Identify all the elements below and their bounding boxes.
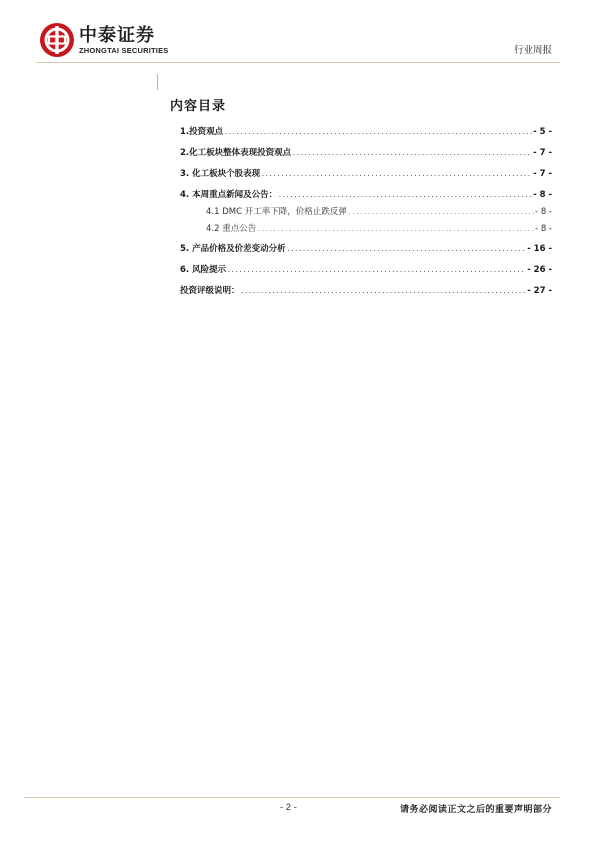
header-divider: [36, 62, 560, 63]
toc-entry-label: 2.化工板块整体表现投资观点: [180, 148, 292, 158]
toc-entry-label: 4.1 DMC 开工率下降，价格止跌反弹: [206, 207, 347, 217]
toc-entry-label: 投资评级说明：: [180, 286, 240, 296]
footer-divider: [24, 797, 560, 798]
toc-entry-label: 4.2 重点公告: [206, 224, 257, 234]
toc-leader-dots: [261, 169, 532, 180]
toc-entry-page: - 16 -: [527, 244, 552, 254]
toc-entry-label: 6. 风险提示: [180, 265, 227, 275]
toc-entry-label: 5. 产品价格及价差变动分析: [180, 244, 286, 254]
logo-chinese-name: 中泰证券: [79, 24, 155, 46]
toc-subentry[interactable]: [206, 207, 552, 218]
toc-leader-dots: [241, 286, 527, 297]
company-logo: [40, 22, 169, 58]
toc-entry-label: 4. 本周重点新闻及公告：: [180, 190, 278, 200]
toc-entry-page: - 5 -: [533, 127, 552, 137]
margin-marker: [157, 74, 158, 90]
page-number: - 2 -: [280, 802, 297, 813]
toc-entry[interactable]: [180, 169, 552, 180]
toc-leader-dots: [292, 148, 532, 159]
toc-leader-dots: [257, 224, 534, 235]
toc-entry[interactable]: [180, 286, 552, 297]
toc-leader-dots: [348, 207, 534, 218]
toc-entry[interactable]: [180, 265, 552, 276]
toc-entry-page: - 8 -: [533, 190, 552, 200]
toc-leader-dots: [278, 190, 532, 201]
toc-entry-page: - 27 -: [527, 286, 552, 296]
report-type-label: 行业周报: [513, 45, 552, 56]
footer-disclaimer: 请务必阅读正文之后的重要声明部分: [399, 805, 552, 815]
toc-entry[interactable]: [180, 244, 552, 255]
toc-entry-label: 3. 化工板块个股表现: [180, 169, 261, 179]
toc-entry-page: - 8 -: [535, 224, 552, 234]
toc-entry-page: - 7 -: [533, 169, 552, 179]
toc-entry[interactable]: [180, 190, 552, 201]
logo-english-name: ZHONGTAI SECURITIES: [79, 45, 169, 55]
toc-entry[interactable]: [180, 148, 552, 159]
toc-entry-label: 1.投资观点: [180, 127, 224, 137]
toc-leader-dots: [227, 265, 526, 276]
toc-entry-page: - 7 -: [533, 148, 552, 158]
toc-subentry[interactable]: [206, 224, 552, 235]
toc-title: 内容目录: [170, 99, 227, 114]
table-of-contents: [180, 127, 552, 297]
toc-entry-page: - 26 -: [527, 265, 552, 275]
toc-leader-dots: [224, 127, 532, 138]
toc-entry-page: - 8 -: [535, 207, 552, 217]
toc-entry[interactable]: [180, 127, 552, 138]
zhongtai-logo-icon: [40, 23, 74, 57]
toc-leader-dots: [287, 244, 527, 255]
